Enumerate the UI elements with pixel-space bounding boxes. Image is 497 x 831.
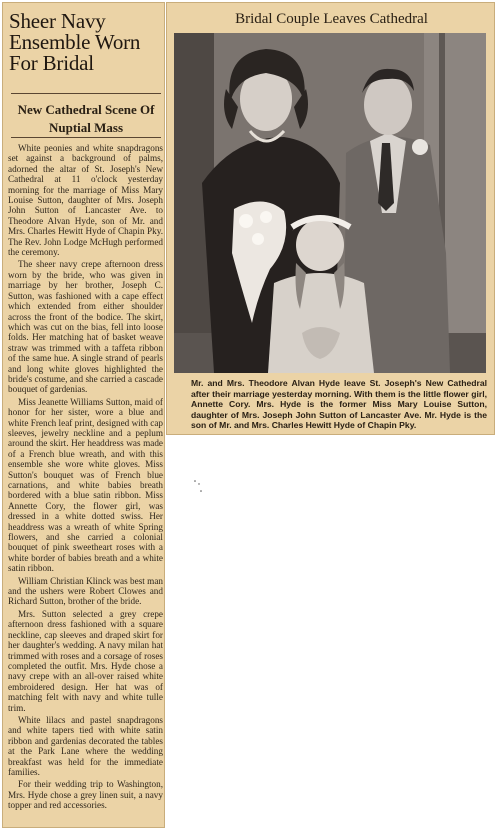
photo-caption: Mr. and Mrs. Theodore Alvan Hyde leave St. Joseph's New Cathedral after their marriage yesterday morning. With them is the little flower girl, Annette Cory. Mrs. Hyde is the former Miss Mary Louise Sutton, daughter of Mrs. Joseph John Sutton of Lancaster Ave. Mr. Hyde is the son of Mr. and Mrs. Charles Hewitt Hyde of Chapin Pky. bbox=[191, 378, 487, 431]
article-subhead: New Cathedral Scene Of Nuptial Mass bbox=[17, 102, 155, 135]
article-paragraph: White peonies and white snapdragons set against a background of palms, adorned the altar of St. Joseph's New Cathedral at 11 o'clock yesterday morning for the marriage of Miss Mary Louise Sutton, daughter of Mrs. Joseph John Sutton of Lancaster Ave. to Theodore Alvan Hyde, son of Mr. and Mrs. Charles Hewitt Hyde of Chapin Pky. The Rev. John Lodge McHugh performed the ceremony. bbox=[8, 143, 163, 258]
article-paragraph: The sheer navy crepe afternoon dress worn by the bride, who was given in marriage by her brother, Joseph C. Sutton, was fashioned with a cape effect which extended from either shoulder across the front of the bodice. The skirt, which was cut on the bias, fell into loose folds. Her matching hat of basket weave straw was trimmed with a taffeta ribbon of the same hue. A single strand of pearls and long white gloves highlighted the bride's costume, and she carried a cascade bouquet of gardenias. bbox=[8, 259, 163, 395]
article-paragraph: Miss Jeanette Williams Sutton, maid of honor for her sister, wore a blue and white French leaf print, designed with cap sleeves, jewelry neckline and a peplum around the skirt. Her headdress was made of a French blue wreath, and with this ensemble she wore white gloves. Miss Sutton's bouquet was of French blue carnations, and white babies breath bordered with a blue satin ribbon. Miss Annette Cory, the flower girl, was dressed in a white dotted swiss. Her headdress was a wreath of white Spring flowers, and she carried a colonial bouquet of pink sweetheart roses with a white border of babies breath and a white satin ribbon. bbox=[8, 396, 163, 574]
wedding-photo bbox=[174, 33, 486, 373]
photo-clipping bbox=[166, 2, 495, 435]
subhead-rule bbox=[11, 137, 161, 138]
article-body bbox=[8, 143, 163, 813]
article-paragraph: White lilacs and pastel snapdragons and white tapers tied with white satin ribbon and gardenias decorated the tables at the Park Lane where the wedding breakfast was held for the immediate families. bbox=[8, 714, 163, 777]
article-paragraph: Mrs. Sutton selected a grey crepe afternoon dress fashioned with a square neckline, cap sleeves and draped skirt for her daughter's wedding. A navy milan hat trimmed with roses and a corsage of roses completed the outfit. Mrs. Hyde chose a navy crepe with an all-over raised white embroidered design. Her hat was of matching felt with navy and white tulle trim. bbox=[8, 608, 163, 713]
wedding-photo-illustration bbox=[174, 33, 486, 373]
headline-rule bbox=[11, 93, 161, 94]
article-headline: Sheer Navy Ensemble Worn For Bridal bbox=[9, 9, 141, 75]
photo-title: Bridal Couple Leaves Cathedral bbox=[235, 11, 428, 27]
article-paragraph: For their wedding trip to Washington, Mrs. Hyde chose a grey linen suit, a navy topper and red accessories. bbox=[8, 779, 163, 811]
scan-speck-marks bbox=[192, 478, 204, 494]
article-clipping bbox=[2, 2, 165, 828]
article-paragraph: William Christian Klinck was best man and the ushers were Robert Clowes and Richard Sutton, brother of the bride. bbox=[8, 575, 163, 607]
